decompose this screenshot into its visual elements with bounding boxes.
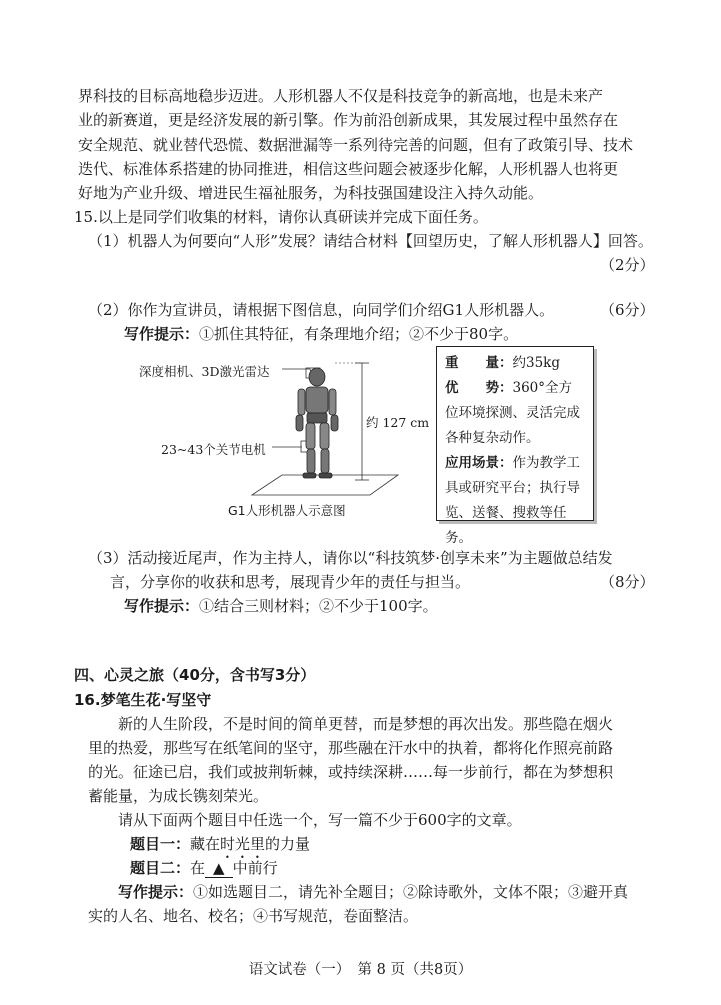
q15-part1: （1）机器人为何要向“人形”发展？请结合材料【回望历史，了解人形机器人】回答。 <box>88 232 653 250</box>
robot-illustration <box>140 355 420 505</box>
section4-title: 四、心灵之旅（40分，含书写3分） <box>74 666 316 684</box>
hint-label: 写作提示： <box>124 325 200 343</box>
hint-text: ①抓住其特征，有条理地介绍；②不少于80字。 <box>199 325 519 343</box>
card-application: 应用场景：作为教学工具或研究平台；执行导览、送餐、搜救等任务。 <box>445 455 580 546</box>
q15-stem: 15.以上是同学们收集的材料，请你认真研读并完成下面任务。 <box>74 208 488 226</box>
fill-in-blank: ▲ <box>205 859 233 878</box>
q15-part3-line2: 言，分享你的收获和思考，展现青少年的责任与担当。 <box>110 573 471 591</box>
intro-line-3: 安全规范、就业替代恐慌、数据泄漏等一系列待完善的问题，但有了政策引导、技术 <box>78 136 634 154</box>
hint-label: 写作提示： <box>124 597 200 615</box>
emphasis-text: 时光里 <box>220 835 266 853</box>
figure-label-sensor: 深度相机、3D激光雷达 <box>139 364 270 379</box>
q15-part2: （2）你作为宣讲员，请根据下图信息，向同学们介绍G1人形机器人。 <box>88 301 555 319</box>
figure-label-motor: 23~43个关节电机 <box>161 442 266 457</box>
sensor-pointer <box>282 369 312 375</box>
q16-hint-line-1: 写作提示：①如选题目二，请先补全题目；②除诗歌外，文体不限；③避开真 <box>118 883 629 901</box>
q16-para-line-2: 里的热爱，那些写在纸笔间的坚守，那些融在汗水中的执着，都将化作照亮前路 <box>88 739 614 757</box>
q16-para-line-3: 的光。征途已启，我们或披荆斩棘，或持续深耕……每一步前行，都在为梦想积 <box>88 763 614 781</box>
figure-label-height: 约 127 cm <box>366 415 430 430</box>
card-weight: 重 量：约35kg <box>445 355 561 371</box>
q15-part2-hint <box>124 322 518 346</box>
intro-line-5: 好地为产业升级、增进民生福祉服务，为科技强国建设注入持久动能。 <box>78 184 544 202</box>
q15-part3-hint <box>124 594 438 618</box>
q16-para-line-4: 蓄能量，为成长镌刻荣光。 <box>88 787 269 805</box>
hint-text: ①结合三则材料；②不少于100字。 <box>199 597 438 615</box>
topic-two: 题目二：在 ▲ 中前行 <box>130 859 278 877</box>
q16-para-line-1: 新的人生阶段，不是时间的简单更替，而是梦想的再次出发。那些隐在烟火 <box>118 715 614 733</box>
card-advantage: 优 势：360°全方位环境探测、灵活完成各种复杂动作。 <box>445 380 580 446</box>
q15-part1-score: （2分） <box>600 256 655 274</box>
figure-caption: G1人形机器人示意图 <box>228 503 346 518</box>
q16-title: 16.梦笔生花·写坚守 <box>74 691 212 709</box>
intro-line-1: 界科技的目标高地稳步迈进。人形机器人不仅是科技竞争的新高地，也是未来产 <box>78 87 604 105</box>
q15-part2-score: （6分） <box>600 301 655 319</box>
q16-hint-line-2: 实的人名、地名、校名；④书写规范，卷面整洁。 <box>88 907 419 925</box>
intro-line-2: 业的新赛道，更是经济发展的新引擎。作为前沿创新成果，其发展过程中虽然存在 <box>78 111 619 129</box>
robot-info-card <box>436 346 594 546</box>
q15-part3-line1: （3）活动接近尾声，作为主持人，请你以“科技筑梦·创享未来”为主题做总结发 <box>88 549 613 567</box>
topic-one: 题目一：藏在时光里的力量 <box>130 835 311 853</box>
page-footer: 语文试卷（一） 第 8 页（共8页） <box>248 962 473 978</box>
robot-figure <box>296 368 338 478</box>
intro-line-4: 迭代、标准体系搭建的协同推进，相信这些问题会被逐步化解，人形机器人也将更 <box>78 160 619 178</box>
q15-part3-score: （8分） <box>600 573 655 591</box>
q16-instruction: 请从下面两个题目中任选一个，写一篇不少于600字的文章。 <box>118 811 522 829</box>
